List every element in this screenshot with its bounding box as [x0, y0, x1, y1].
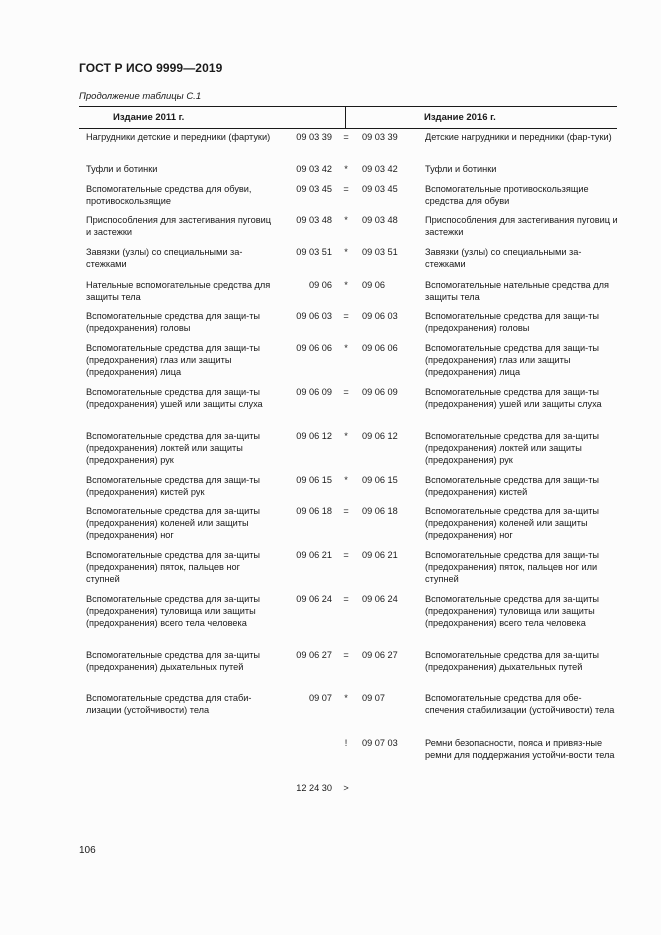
new-code: 09 06 18: [362, 506, 398, 516]
new-code: 09 06 12: [362, 431, 398, 441]
new-label: Вспомогательные средства для за-щиты (предохранения) локтей или защиты (предохранения) рук: [425, 431, 600, 465]
new-label: Детские нагрудники и передники (фар-туки): [425, 132, 612, 142]
relation-symbol: =: [343, 184, 349, 194]
old-code: 09 03 39: [296, 132, 332, 142]
new-label: Вспомогательные средства для за-щиты (предохранения) коленей или защиты (предохранения) ног: [425, 506, 600, 540]
old-code: 09 06 06: [296, 343, 332, 353]
page-number: 106: [79, 845, 96, 856]
old-label: Вспомогательные средства для обуви, противоскользящие: [86, 184, 252, 206]
old-code: 09 06 15: [296, 475, 332, 485]
new-label: Туфли и ботинки: [425, 164, 497, 174]
new-code: 09 06 15: [362, 475, 398, 485]
new-code: 09 03 45: [362, 184, 398, 194]
new-label: Вспомогательные средства для защи-ты (предохранения) глаз или защиты (предохранения) лица: [425, 343, 600, 377]
old-code: 09 06 09: [296, 387, 332, 397]
relation-symbol: =: [343, 132, 349, 142]
new-code: 09 07: [362, 693, 385, 703]
new-code: 09 06 21: [362, 550, 398, 560]
table-header: [79, 106, 617, 129]
old-code: 09 03 42: [296, 164, 332, 174]
relation-symbol: *: [344, 247, 348, 257]
new-code: 09 06 27: [362, 650, 398, 660]
old-label: Вспомогательные средства для за-щиты (предохранения) коленей или защиты (предохранения) ног: [86, 506, 261, 540]
new-code: 09 03 51: [362, 247, 398, 257]
new-code: 09 07 03: [362, 738, 398, 748]
old-code: 09 03 51: [296, 247, 332, 257]
old-label: Вспомогательные средства для за-щиты (предохранения) туловища или защиты (предохранения) всего тела человека: [86, 594, 261, 628]
new-code: 09 03 39: [362, 132, 398, 142]
old-code: 09 06 12: [296, 431, 332, 441]
new-label: Вспомогательные средства для защи-ты (предохранения) ушей или защиты слуха: [425, 387, 602, 409]
relation-symbol: *: [344, 280, 348, 290]
new-label: Вспомогательные средства для обе-спечения стабилизации (устойчивости) тела: [425, 693, 615, 715]
old-code: 09 07: [309, 693, 332, 703]
old-label: Туфли и ботинки: [86, 164, 158, 174]
new-label: Вспомогательные средства для защи-ты (предохранения) кистей: [425, 475, 600, 497]
old-label: Вспомогательные средства для за-щиты (предохранения) локтей или защиты (предохранения) рук: [86, 431, 261, 465]
new-label: Вспомогательные средства для защи-ты (предохранения) головы: [425, 311, 600, 333]
new-code: 09 03 48: [362, 215, 398, 225]
old-code: 09 06: [309, 280, 332, 290]
old-code: 09 03 48: [296, 215, 332, 225]
relation-symbol: *: [344, 164, 348, 174]
relation-symbol: =: [343, 594, 349, 604]
new-code: 09 06 09: [362, 387, 398, 397]
new-label: Вспомогательные средства для за-щиты (предохранения) туловища или защиты (предохранения) всего тела человека: [425, 594, 600, 628]
new-code: 09 06: [362, 280, 385, 290]
new-code: 09 03 42: [362, 164, 398, 174]
table-caption: Продолжение таблицы С.1: [79, 91, 202, 102]
old-label: Завязки (узлы) со специальными за-стежками: [86, 247, 243, 269]
old-code: 09 06 27: [296, 650, 332, 660]
old-code: 12 24 30: [296, 783, 332, 793]
old-code: 09 03 45: [296, 184, 332, 194]
column-header-old: Издание 2011 г.: [113, 112, 185, 123]
new-label: Приспособления для застегивания пуговиц и застежки: [425, 215, 618, 237]
old-label: Приспособления для застегивания пуговиц и застежки: [86, 215, 271, 237]
relation-symbol: =: [343, 550, 349, 560]
old-label: Вспомогательные средства для стаби-лизации (устойчивости) тела: [86, 693, 252, 715]
old-label: Нагрудники детские и передники (фартуки): [86, 132, 271, 142]
new-code: 09 06 03: [362, 311, 398, 321]
relation-symbol: =: [343, 650, 349, 660]
old-label: Вспомогательные средства для защи-ты (предохранения) ушей или защиты слуха: [86, 387, 263, 409]
new-label: Вспомогательные средства для защи-ты (предохранения) пяток, пальцев ног или ступней: [425, 550, 600, 584]
new-label: Вспомогательные нательные средства для защиты тела: [425, 280, 609, 302]
relation-symbol: !: [344, 738, 348, 748]
old-label: Нательные вспомогательные средства для защиты тела: [86, 280, 271, 302]
new-label: Ремни безопасности, пояса и привяз-ные ремни для поддержания устойчи-вости тела: [425, 738, 615, 760]
old-label: Вспомогательные средства для за-щиты (предохранения) пяток, пальцев ног ступней: [86, 550, 261, 584]
column-header-new: Издание 2016 г.: [424, 112, 496, 123]
relation-symbol: *: [344, 475, 348, 485]
relation-symbol: =: [343, 387, 349, 397]
old-label: Вспомогательные средства для защи-ты (предохранения) головы: [86, 311, 261, 333]
new-label: Завязки (узлы) со специальными за-стежками: [425, 247, 582, 269]
relation-symbol: *: [344, 431, 348, 441]
old-code: 09 06 24: [296, 594, 332, 604]
old-label: Вспомогательные средства для защи-ты (предохранения) кистей рук: [86, 475, 261, 497]
relation-symbol: *: [344, 343, 348, 353]
new-label: Вспомогательные средства для за-щиты (предохранения) дыхательных путей: [425, 650, 600, 672]
old-code: 09 06 21: [296, 550, 332, 560]
relation-symbol: *: [344, 693, 348, 703]
column-divider: [345, 107, 346, 128]
new-code: 09 06 06: [362, 343, 398, 353]
relation-symbol: =: [343, 506, 349, 516]
old-code: 09 06 03: [296, 311, 332, 321]
relation-symbol: *: [344, 215, 348, 225]
relation-symbol: >: [343, 783, 349, 793]
old-code: 09 06 18: [296, 506, 332, 516]
relation-symbol: =: [343, 311, 349, 321]
old-label: Вспомогательные средства для за-щиты (предохранения) дыхательных путей: [86, 650, 261, 672]
document-header: ГОСТ Р ИСО 9999—2019: [79, 61, 223, 75]
old-label: Вспомогательные средства для защи-ты (предохранения) глаз или защиты (предохранения) лица: [86, 343, 261, 377]
new-code: 09 06 24: [362, 594, 398, 604]
new-label: Вспомогательные противоскользящие средства для обуви: [425, 184, 589, 206]
